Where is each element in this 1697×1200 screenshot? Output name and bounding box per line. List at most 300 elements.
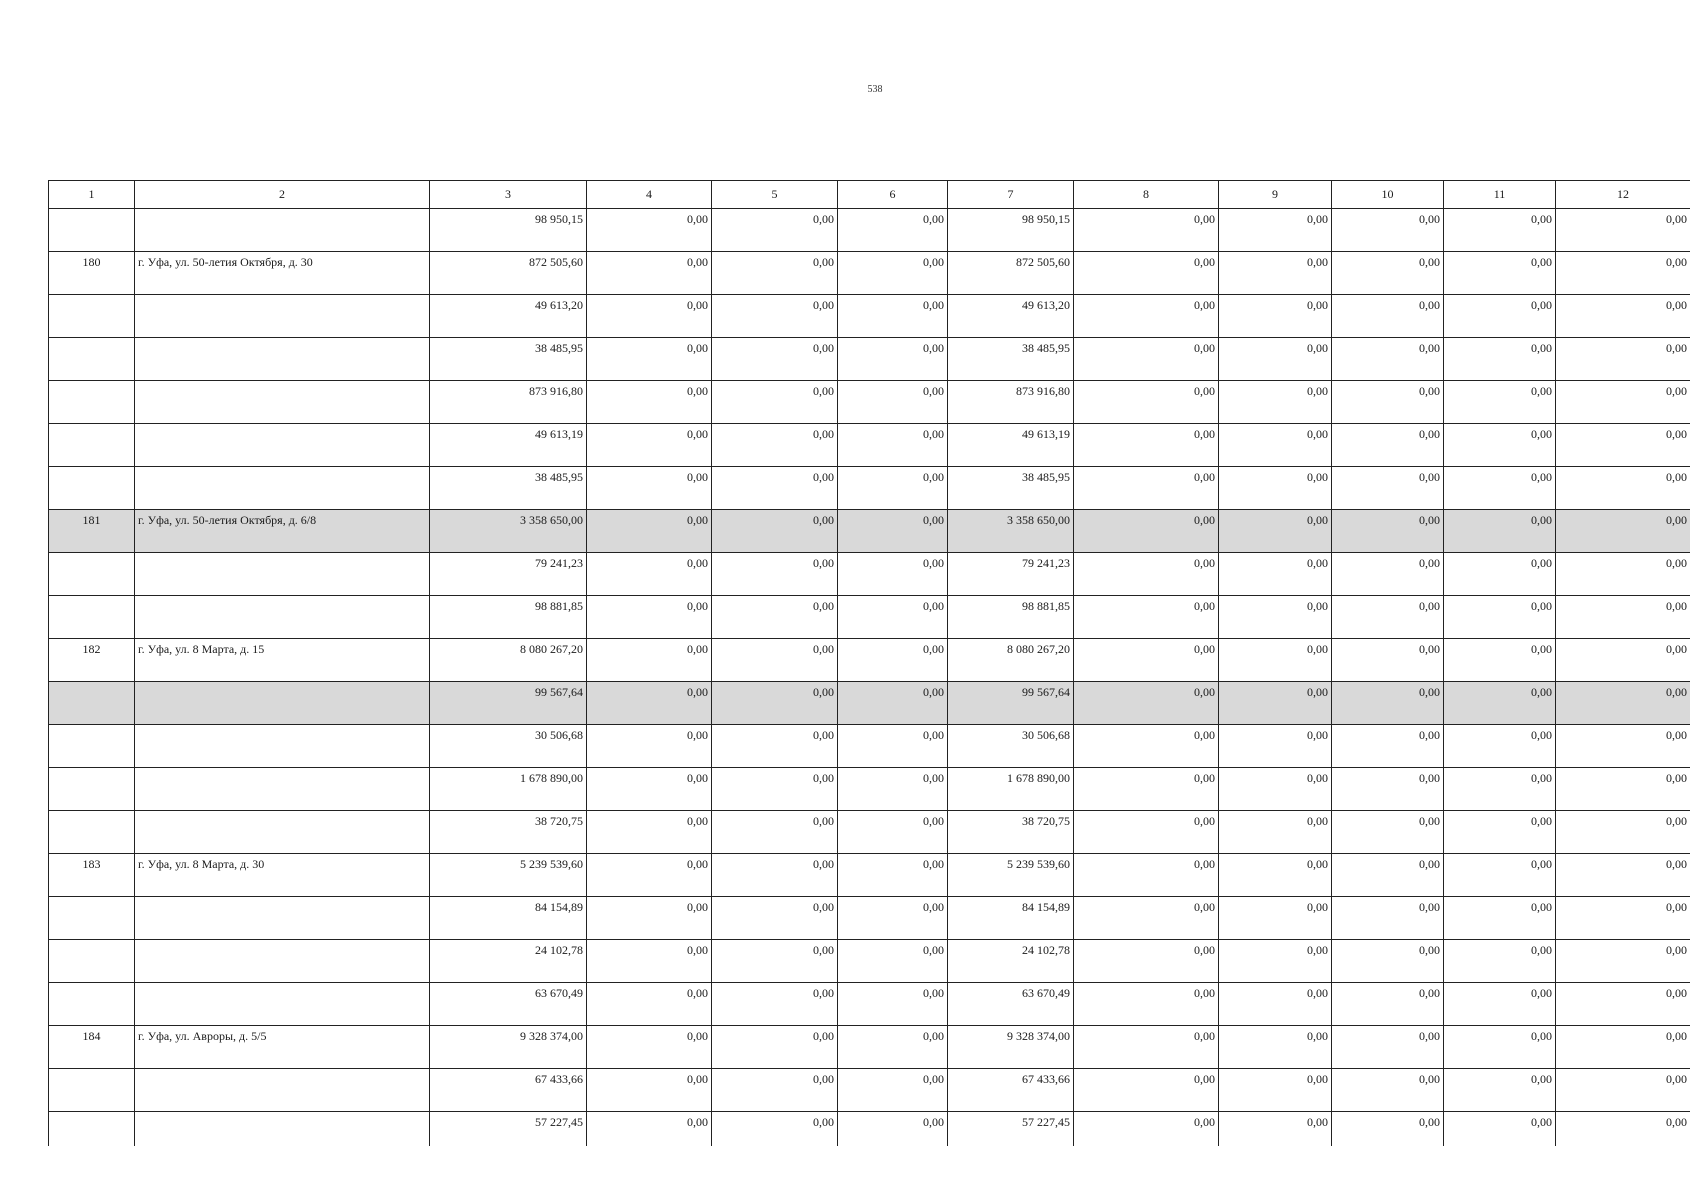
value-cell: 0,00	[1444, 424, 1556, 467]
value-cell: 24 102,78	[948, 940, 1074, 983]
value-cell: 0,00	[1444, 596, 1556, 639]
value-cell: 0,00	[1332, 596, 1444, 639]
address-cell	[135, 338, 430, 381]
row-index-cell	[49, 467, 135, 510]
value-cell: 0,00	[1556, 639, 1691, 682]
value-cell: 0,00	[712, 725, 838, 768]
value-cell: 0,00	[712, 553, 838, 596]
value-cell: 0,00	[712, 596, 838, 639]
address-cell: г. Уфа, ул. 50-летия Октября, д. 30	[135, 252, 430, 295]
row-index-cell	[49, 940, 135, 983]
value-cell: 0,00	[1556, 768, 1691, 811]
value-cell: 0,00	[1444, 1069, 1556, 1112]
value-cell: 0,00	[1556, 940, 1691, 983]
value-cell: 0,00	[1219, 854, 1332, 897]
value-cell: 0,00	[1074, 940, 1219, 983]
value-cell: 0,00	[1074, 209, 1219, 252]
value-cell: 0,00	[712, 1069, 838, 1112]
column-header: 1	[49, 181, 135, 209]
value-cell: 0,00	[1219, 1026, 1332, 1069]
value-cell: 0,00	[1219, 811, 1332, 854]
value-cell: 0,00	[587, 510, 712, 553]
value-cell: 0,00	[587, 252, 712, 295]
value-cell: 0,00	[1219, 252, 1332, 295]
row-index-cell	[49, 1069, 135, 1112]
table-row	[49, 424, 1691, 467]
value-cell: 0,00	[1219, 209, 1332, 252]
value-cell: 0,00	[1219, 424, 1332, 467]
value-cell: 0,00	[1074, 424, 1219, 467]
value-cell: 0,00	[838, 854, 948, 897]
value-cell: 0,00	[712, 639, 838, 682]
value-cell: 0,00	[1074, 854, 1219, 897]
value-cell: 0,00	[712, 811, 838, 854]
address-cell	[135, 940, 430, 983]
value-cell: 0,00	[1332, 252, 1444, 295]
table-row	[49, 295, 1691, 338]
value-cell: 98 881,85	[430, 596, 587, 639]
value-cell: 0,00	[1074, 725, 1219, 768]
value-cell: 0,00	[1444, 252, 1556, 295]
value-cell: 0,00	[712, 940, 838, 983]
value-cell: 3 358 650,00	[948, 510, 1074, 553]
table-row	[49, 940, 1691, 983]
page-number: 538	[867, 84, 883, 95]
row-index-cell: 181	[49, 510, 135, 553]
table-row	[49, 725, 1691, 768]
value-cell: 84 154,89	[430, 897, 587, 940]
value-cell: 0,00	[712, 338, 838, 381]
address-cell	[135, 811, 430, 854]
column-header: 11	[1444, 181, 1556, 209]
value-cell: 0,00	[712, 983, 838, 1026]
value-cell: 0,00	[1332, 897, 1444, 940]
value-cell: 0,00	[838, 381, 948, 424]
value-cell: 0,00	[1444, 983, 1556, 1026]
table-row	[49, 467, 1691, 510]
table-row	[49, 553, 1691, 596]
table-row	[49, 983, 1691, 1026]
value-cell: 0,00	[1074, 467, 1219, 510]
value-cell: 0,00	[1444, 295, 1556, 338]
value-cell: 0,00	[838, 768, 948, 811]
value-cell: 0,00	[838, 596, 948, 639]
value-cell: 0,00	[1556, 338, 1691, 381]
row-index-cell: 182	[49, 639, 135, 682]
address-cell: г. Уфа, ул. Авроры, д. 5/5	[135, 1026, 430, 1069]
value-cell: 5 239 539,60	[430, 854, 587, 897]
value-cell: 0,00	[1219, 682, 1332, 725]
value-cell: 0,00	[587, 983, 712, 1026]
value-cell: 0,00	[1074, 682, 1219, 725]
address-cell	[135, 725, 430, 768]
value-cell: 0,00	[1074, 1112, 1219, 1147]
value-cell: 0,00	[1556, 252, 1691, 295]
value-cell: 0,00	[1332, 854, 1444, 897]
value-cell: 0,00	[838, 1112, 948, 1147]
value-cell: 0,00	[1332, 983, 1444, 1026]
row-index-cell	[49, 811, 135, 854]
value-cell: 0,00	[1332, 424, 1444, 467]
address-cell: г. Уфа, ул. 8 Марта, д. 30	[135, 854, 430, 897]
value-cell: 0,00	[1219, 940, 1332, 983]
value-cell: 0,00	[1444, 510, 1556, 553]
value-cell: 0,00	[1219, 553, 1332, 596]
value-cell: 0,00	[1556, 467, 1691, 510]
address-cell	[135, 682, 430, 725]
row-index-cell	[49, 682, 135, 725]
document-table-wrapper	[48, 180, 1690, 1146]
value-cell: 0,00	[838, 940, 948, 983]
value-cell: 0,00	[1332, 467, 1444, 510]
row-index-cell: 184	[49, 1026, 135, 1069]
value-cell: 0,00	[1444, 381, 1556, 424]
table-row	[49, 639, 1691, 682]
value-cell: 0,00	[1332, 381, 1444, 424]
value-cell: 0,00	[1332, 295, 1444, 338]
value-cell: 0,00	[1074, 252, 1219, 295]
value-cell: 0,00	[1219, 295, 1332, 338]
value-cell: 0,00	[587, 854, 712, 897]
value-cell: 63 670,49	[430, 983, 587, 1026]
address-cell	[135, 897, 430, 940]
value-cell: 8 080 267,20	[430, 639, 587, 682]
value-cell: 0,00	[1556, 1026, 1691, 1069]
value-cell: 9 328 374,00	[948, 1026, 1074, 1069]
value-cell: 0,00	[1556, 381, 1691, 424]
value-cell: 0,00	[1444, 209, 1556, 252]
column-header: 4	[587, 181, 712, 209]
value-cell: 0,00	[1332, 768, 1444, 811]
table-row	[49, 1026, 1691, 1069]
row-index-cell	[49, 338, 135, 381]
value-cell: 0,00	[1444, 1112, 1556, 1147]
value-cell: 0,00	[838, 510, 948, 553]
value-cell: 0,00	[838, 1026, 948, 1069]
value-cell: 0,00	[712, 682, 838, 725]
value-cell: 0,00	[1444, 1026, 1556, 1069]
value-cell: 0,00	[587, 338, 712, 381]
value-cell: 0,00	[1219, 338, 1332, 381]
value-cell: 0,00	[712, 1026, 838, 1069]
table-row	[49, 252, 1691, 295]
value-cell: 0,00	[1332, 510, 1444, 553]
table-row	[49, 596, 1691, 639]
value-cell: 0,00	[838, 725, 948, 768]
address-cell	[135, 295, 430, 338]
address-cell	[135, 381, 430, 424]
value-cell: 0,00	[712, 209, 838, 252]
value-cell: 0,00	[1332, 1112, 1444, 1147]
value-cell: 0,00	[1219, 639, 1332, 682]
value-cell: 0,00	[1219, 467, 1332, 510]
value-cell: 0,00	[1556, 811, 1691, 854]
value-cell: 0,00	[838, 897, 948, 940]
value-cell: 0,00	[1219, 381, 1332, 424]
value-cell: 0,00	[712, 897, 838, 940]
value-cell: 24 102,78	[430, 940, 587, 983]
value-cell: 0,00	[1219, 768, 1332, 811]
table-row	[49, 209, 1691, 252]
table-row	[49, 682, 1691, 725]
value-cell: 0,00	[838, 983, 948, 1026]
value-cell: 38 485,95	[430, 467, 587, 510]
table-row	[49, 510, 1691, 553]
value-cell: 8 080 267,20	[948, 639, 1074, 682]
value-cell: 0,00	[838, 811, 948, 854]
value-cell: 0,00	[1219, 596, 1332, 639]
value-cell: 0,00	[1556, 209, 1691, 252]
value-cell: 99 567,64	[948, 682, 1074, 725]
value-cell: 0,00	[1444, 854, 1556, 897]
value-cell: 30 506,68	[430, 725, 587, 768]
value-cell: 0,00	[1444, 940, 1556, 983]
value-cell: 49 613,20	[430, 295, 587, 338]
value-cell: 0,00	[587, 467, 712, 510]
value-cell: 872 505,60	[948, 252, 1074, 295]
column-header: 8	[1074, 181, 1219, 209]
value-cell: 0,00	[1444, 553, 1556, 596]
table-row	[49, 338, 1691, 381]
address-cell	[135, 209, 430, 252]
value-cell: 0,00	[587, 209, 712, 252]
value-cell: 0,00	[1556, 553, 1691, 596]
table-row	[49, 897, 1691, 940]
value-cell: 57 227,45	[430, 1112, 587, 1147]
value-cell: 49 613,19	[948, 424, 1074, 467]
value-cell: 0,00	[838, 1069, 948, 1112]
value-cell: 38 485,95	[948, 338, 1074, 381]
value-cell: 79 241,23	[948, 553, 1074, 596]
value-cell: 38 720,75	[948, 811, 1074, 854]
row-index-cell	[49, 295, 135, 338]
value-cell: 0,00	[1556, 295, 1691, 338]
value-cell: 0,00	[1332, 209, 1444, 252]
value-cell: 3 358 650,00	[430, 510, 587, 553]
value-cell: 0,00	[1074, 897, 1219, 940]
value-cell: 99 567,64	[430, 682, 587, 725]
address-cell	[135, 1069, 430, 1112]
value-cell: 0,00	[1332, 639, 1444, 682]
value-cell: 0,00	[838, 295, 948, 338]
value-cell: 0,00	[1332, 811, 1444, 854]
column-header: 9	[1219, 181, 1332, 209]
value-cell: 0,00	[712, 295, 838, 338]
value-cell: 0,00	[1444, 467, 1556, 510]
column-header: 12	[1556, 181, 1691, 209]
value-cell: 0,00	[1556, 854, 1691, 897]
row-index-cell	[49, 209, 135, 252]
value-cell: 0,00	[712, 854, 838, 897]
value-cell: 873 916,80	[430, 381, 587, 424]
value-cell: 0,00	[838, 553, 948, 596]
value-cell: 0,00	[1074, 768, 1219, 811]
value-cell: 0,00	[587, 682, 712, 725]
value-cell: 67 433,66	[430, 1069, 587, 1112]
address-cell: г. Уфа, ул. 8 Марта, д. 15	[135, 639, 430, 682]
value-cell: 0,00	[1444, 639, 1556, 682]
value-cell: 0,00	[1074, 510, 1219, 553]
value-cell: 0,00	[587, 1069, 712, 1112]
value-cell: 0,00	[587, 639, 712, 682]
value-cell: 873 916,80	[948, 381, 1074, 424]
value-cell: 0,00	[712, 252, 838, 295]
value-cell: 0,00	[1219, 1069, 1332, 1112]
value-cell: 0,00	[838, 209, 948, 252]
value-cell: 0,00	[587, 381, 712, 424]
column-header: 7	[948, 181, 1074, 209]
value-cell: 0,00	[1444, 682, 1556, 725]
value-cell: 0,00	[1332, 940, 1444, 983]
data-table	[48, 180, 1690, 1146]
value-cell: 0,00	[1074, 983, 1219, 1026]
value-cell: 98 950,15	[430, 209, 587, 252]
value-cell: 0,00	[587, 1026, 712, 1069]
address-cell	[135, 1112, 430, 1147]
row-index-cell: 180	[49, 252, 135, 295]
value-cell: 0,00	[838, 252, 948, 295]
value-cell: 0,00	[1074, 338, 1219, 381]
address-cell	[135, 467, 430, 510]
value-cell: 0,00	[587, 553, 712, 596]
table-row	[49, 381, 1691, 424]
row-index-cell: 183	[49, 854, 135, 897]
row-index-cell	[49, 553, 135, 596]
value-cell: 0,00	[712, 424, 838, 467]
row-index-cell	[49, 768, 135, 811]
value-cell: 0,00	[838, 467, 948, 510]
value-cell: 98 881,85	[948, 596, 1074, 639]
value-cell: 0,00	[587, 811, 712, 854]
value-cell: 0,00	[1556, 1069, 1691, 1112]
value-cell: 0,00	[1074, 639, 1219, 682]
value-cell: 0,00	[1332, 553, 1444, 596]
value-cell: 0,00	[1074, 1069, 1219, 1112]
value-cell: 0,00	[712, 1112, 838, 1147]
value-cell: 0,00	[587, 424, 712, 467]
value-cell: 1 678 890,00	[948, 768, 1074, 811]
column-header: 2	[135, 181, 430, 209]
value-cell: 0,00	[1556, 682, 1691, 725]
value-cell: 1 678 890,00	[430, 768, 587, 811]
row-index-cell	[49, 424, 135, 467]
value-cell: 0,00	[1074, 1026, 1219, 1069]
value-cell: 0,00	[587, 768, 712, 811]
row-index-cell	[49, 1112, 135, 1147]
address-cell	[135, 983, 430, 1026]
value-cell: 0,00	[1444, 897, 1556, 940]
value-cell: 0,00	[587, 295, 712, 338]
row-index-cell	[49, 897, 135, 940]
address-cell	[135, 424, 430, 467]
value-cell: 0,00	[1556, 983, 1691, 1026]
value-cell: 0,00	[1332, 682, 1444, 725]
table-row	[49, 811, 1691, 854]
value-cell: 0,00	[838, 682, 948, 725]
value-cell: 67 433,66	[948, 1069, 1074, 1112]
value-cell: 84 154,89	[948, 897, 1074, 940]
value-cell: 0,00	[1219, 1112, 1332, 1147]
value-cell: 0,00	[1219, 897, 1332, 940]
value-cell: 49 613,20	[948, 295, 1074, 338]
value-cell: 0,00	[587, 1112, 712, 1147]
row-index-cell	[49, 983, 135, 1026]
column-header: 6	[838, 181, 948, 209]
value-cell: 0,00	[1556, 596, 1691, 639]
value-cell: 0,00	[1332, 1026, 1444, 1069]
address-cell	[135, 553, 430, 596]
value-cell: 0,00	[1332, 1069, 1444, 1112]
table-row	[49, 854, 1691, 897]
value-cell: 0,00	[1556, 1112, 1691, 1147]
value-cell: 0,00	[1219, 510, 1332, 553]
value-cell: 0,00	[838, 639, 948, 682]
value-cell: 0,00	[587, 725, 712, 768]
value-cell: 0,00	[1444, 725, 1556, 768]
value-cell: 0,00	[1219, 983, 1332, 1026]
row-index-cell	[49, 596, 135, 639]
table-header-row	[49, 181, 1691, 209]
address-cell	[135, 768, 430, 811]
value-cell: 0,00	[838, 424, 948, 467]
address-cell: г. Уфа, ул. 50-летия Октября, д. 6/8	[135, 510, 430, 553]
value-cell: 0,00	[712, 381, 838, 424]
value-cell: 0,00	[587, 940, 712, 983]
column-header: 5	[712, 181, 838, 209]
value-cell: 0,00	[1556, 510, 1691, 553]
row-index-cell	[49, 725, 135, 768]
value-cell: 0,00	[1556, 725, 1691, 768]
value-cell: 0,00	[1219, 725, 1332, 768]
value-cell: 38 485,95	[430, 338, 587, 381]
value-cell: 98 950,15	[948, 209, 1074, 252]
value-cell: 0,00	[712, 510, 838, 553]
value-cell: 0,00	[1074, 553, 1219, 596]
table-body	[49, 209, 1691, 1147]
table-row	[49, 1112, 1691, 1147]
value-cell: 49 613,19	[430, 424, 587, 467]
value-cell: 0,00	[1444, 338, 1556, 381]
value-cell: 0,00	[838, 338, 948, 381]
value-cell: 0,00	[1556, 424, 1691, 467]
value-cell: 38 720,75	[430, 811, 587, 854]
value-cell: 38 485,95	[948, 467, 1074, 510]
value-cell: 0,00	[1444, 811, 1556, 854]
value-cell: 0,00	[1074, 596, 1219, 639]
table-row	[49, 1069, 1691, 1112]
value-cell: 0,00	[587, 897, 712, 940]
address-cell	[135, 596, 430, 639]
column-header: 3	[430, 181, 587, 209]
column-header: 10	[1332, 181, 1444, 209]
value-cell: 5 239 539,60	[948, 854, 1074, 897]
value-cell: 57 227,45	[948, 1112, 1074, 1147]
value-cell: 0,00	[1074, 381, 1219, 424]
value-cell: 30 506,68	[948, 725, 1074, 768]
value-cell: 0,00	[1444, 768, 1556, 811]
value-cell: 0,00	[712, 768, 838, 811]
value-cell: 0,00	[1074, 295, 1219, 338]
value-cell: 63 670,49	[948, 983, 1074, 1026]
value-cell: 0,00	[1074, 811, 1219, 854]
value-cell: 0,00	[1332, 725, 1444, 768]
row-index-cell	[49, 381, 135, 424]
table-row	[49, 768, 1691, 811]
value-cell: 872 505,60	[430, 252, 587, 295]
value-cell: 0,00	[587, 596, 712, 639]
value-cell: 9 328 374,00	[430, 1026, 587, 1069]
value-cell: 0,00	[1332, 338, 1444, 381]
